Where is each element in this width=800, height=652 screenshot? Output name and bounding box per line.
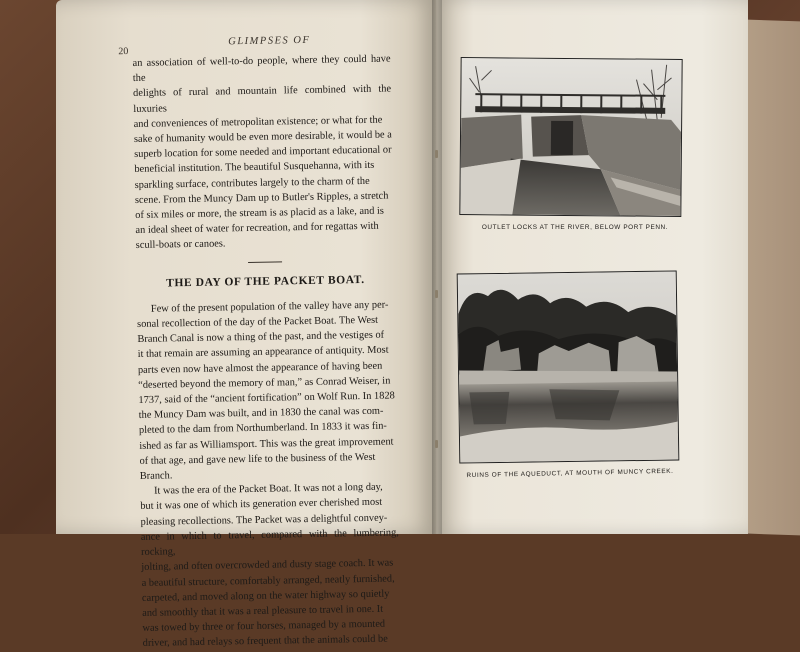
photo-aqueduct-ruins	[457, 270, 680, 463]
text-line: ished as far as Williamsport. This was the great improvement	[139, 434, 397, 454]
text-line: parts even now have almost the appearance of having been	[138, 358, 396, 378]
text-line: and conveniences of metropolitan existence; or what for the	[134, 112, 392, 132]
photo-outlet-locks	[459, 57, 682, 217]
body-paragraph-2	[140, 480, 401, 652]
text-line: beneficial institution. The beautiful Susquehanna, with its	[134, 158, 392, 178]
body-paragraph-1	[137, 297, 398, 484]
text-line: but it was one of which its generation ever cherished most	[140, 495, 398, 515]
text-line: sake of humanity would be even more desirable, it would be a	[134, 127, 392, 147]
photo1-caption: OUTLET LOCKS AT THE RIVER, BELOW PORT PENN.	[470, 224, 680, 231]
text-line: It was the era of the Packet Boat. It was not a long day,	[140, 480, 398, 500]
binding-stitch	[435, 440, 438, 448]
photo2-caption: RUINS OF THE AQUEDUCT, AT MOUTH OF MUNCY CREEK.	[460, 468, 680, 480]
left-page-text	[132, 25, 401, 651]
binding-stitch	[435, 290, 438, 298]
text-line: scull-boats or canoes.	[136, 234, 394, 254]
text-line: Branch Canal is now a thing of the past, and the vestiges of	[137, 328, 395, 348]
text-line: Few of the present population of the valley have any per-	[137, 297, 395, 317]
text-line: delights of rural and mountain life combined with the luxuries	[133, 82, 391, 117]
text-line: an ideal sheet of water for recreation, and for regattas with	[135, 219, 393, 239]
text-line: ance in which to travel, compared with the lumbering, rocking,	[141, 525, 399, 560]
section-divider	[248, 261, 282, 263]
text-line: was towed by three or four horses, managed by a mounted	[142, 617, 400, 637]
book-gutter	[432, 0, 442, 534]
page-number: 20	[118, 44, 128, 59]
page-header	[132, 25, 390, 55]
running-head: GLIMPSES OF	[228, 33, 310, 50]
section-title: THE DAY OF THE PACKET BOAT.	[136, 272, 394, 292]
binding-stitch	[435, 150, 438, 158]
text-line: scene. From the Muncy Dam up to Butler's Ripples, a stretch	[135, 188, 393, 208]
text-line: “deserted beyond the memory of man,” as Conrad Weiser, in	[138, 373, 396, 393]
text-line: of that age, and gave new life to the business of the West	[139, 449, 397, 469]
intro-paragraph	[132, 51, 393, 253]
text-line: carpeted, and moved along on the water highway so quietly	[142, 586, 400, 606]
text-line: it that remain are assuming an appearance of antiquity. Most	[138, 343, 396, 363]
text-line: and smoothly that it was a real pleasure to travel in one. It	[142, 601, 400, 621]
text-line: jolting, and often overcrowded and dusty stage coach. It was	[141, 556, 399, 576]
text-line: sparkling surface, contributes largely to the charm of the	[135, 173, 393, 193]
text-line: a beautiful structure, comfortably arranged, neatly furnished,	[142, 571, 400, 591]
text-line: superb location for some needed and important educational or	[134, 143, 392, 163]
text-line: of six miles or more, the stream is as placid as a lake, and is	[135, 204, 393, 224]
text-line: pleasing recollections. The Packet was a delightful convey-	[140, 510, 398, 530]
text-line: an association of well-to-do people, where they could have the	[132, 51, 390, 86]
text-line: pleted to the dam from Northumberland. In 1833 it was fin-	[139, 419, 397, 439]
text-line: sonal recollection of the day of the Packet Boat. The West	[137, 313, 395, 333]
text-line: driver, and had relays so frequent that the animals could be	[143, 632, 401, 652]
text-line: Branch.	[140, 465, 398, 485]
text-line: the Muncy Dam was built, and in 1830 the canal was com-	[139, 404, 397, 424]
text-line: 1737, said of the “ancient fortification” on Wolf Run. In 1828	[138, 389, 396, 409]
